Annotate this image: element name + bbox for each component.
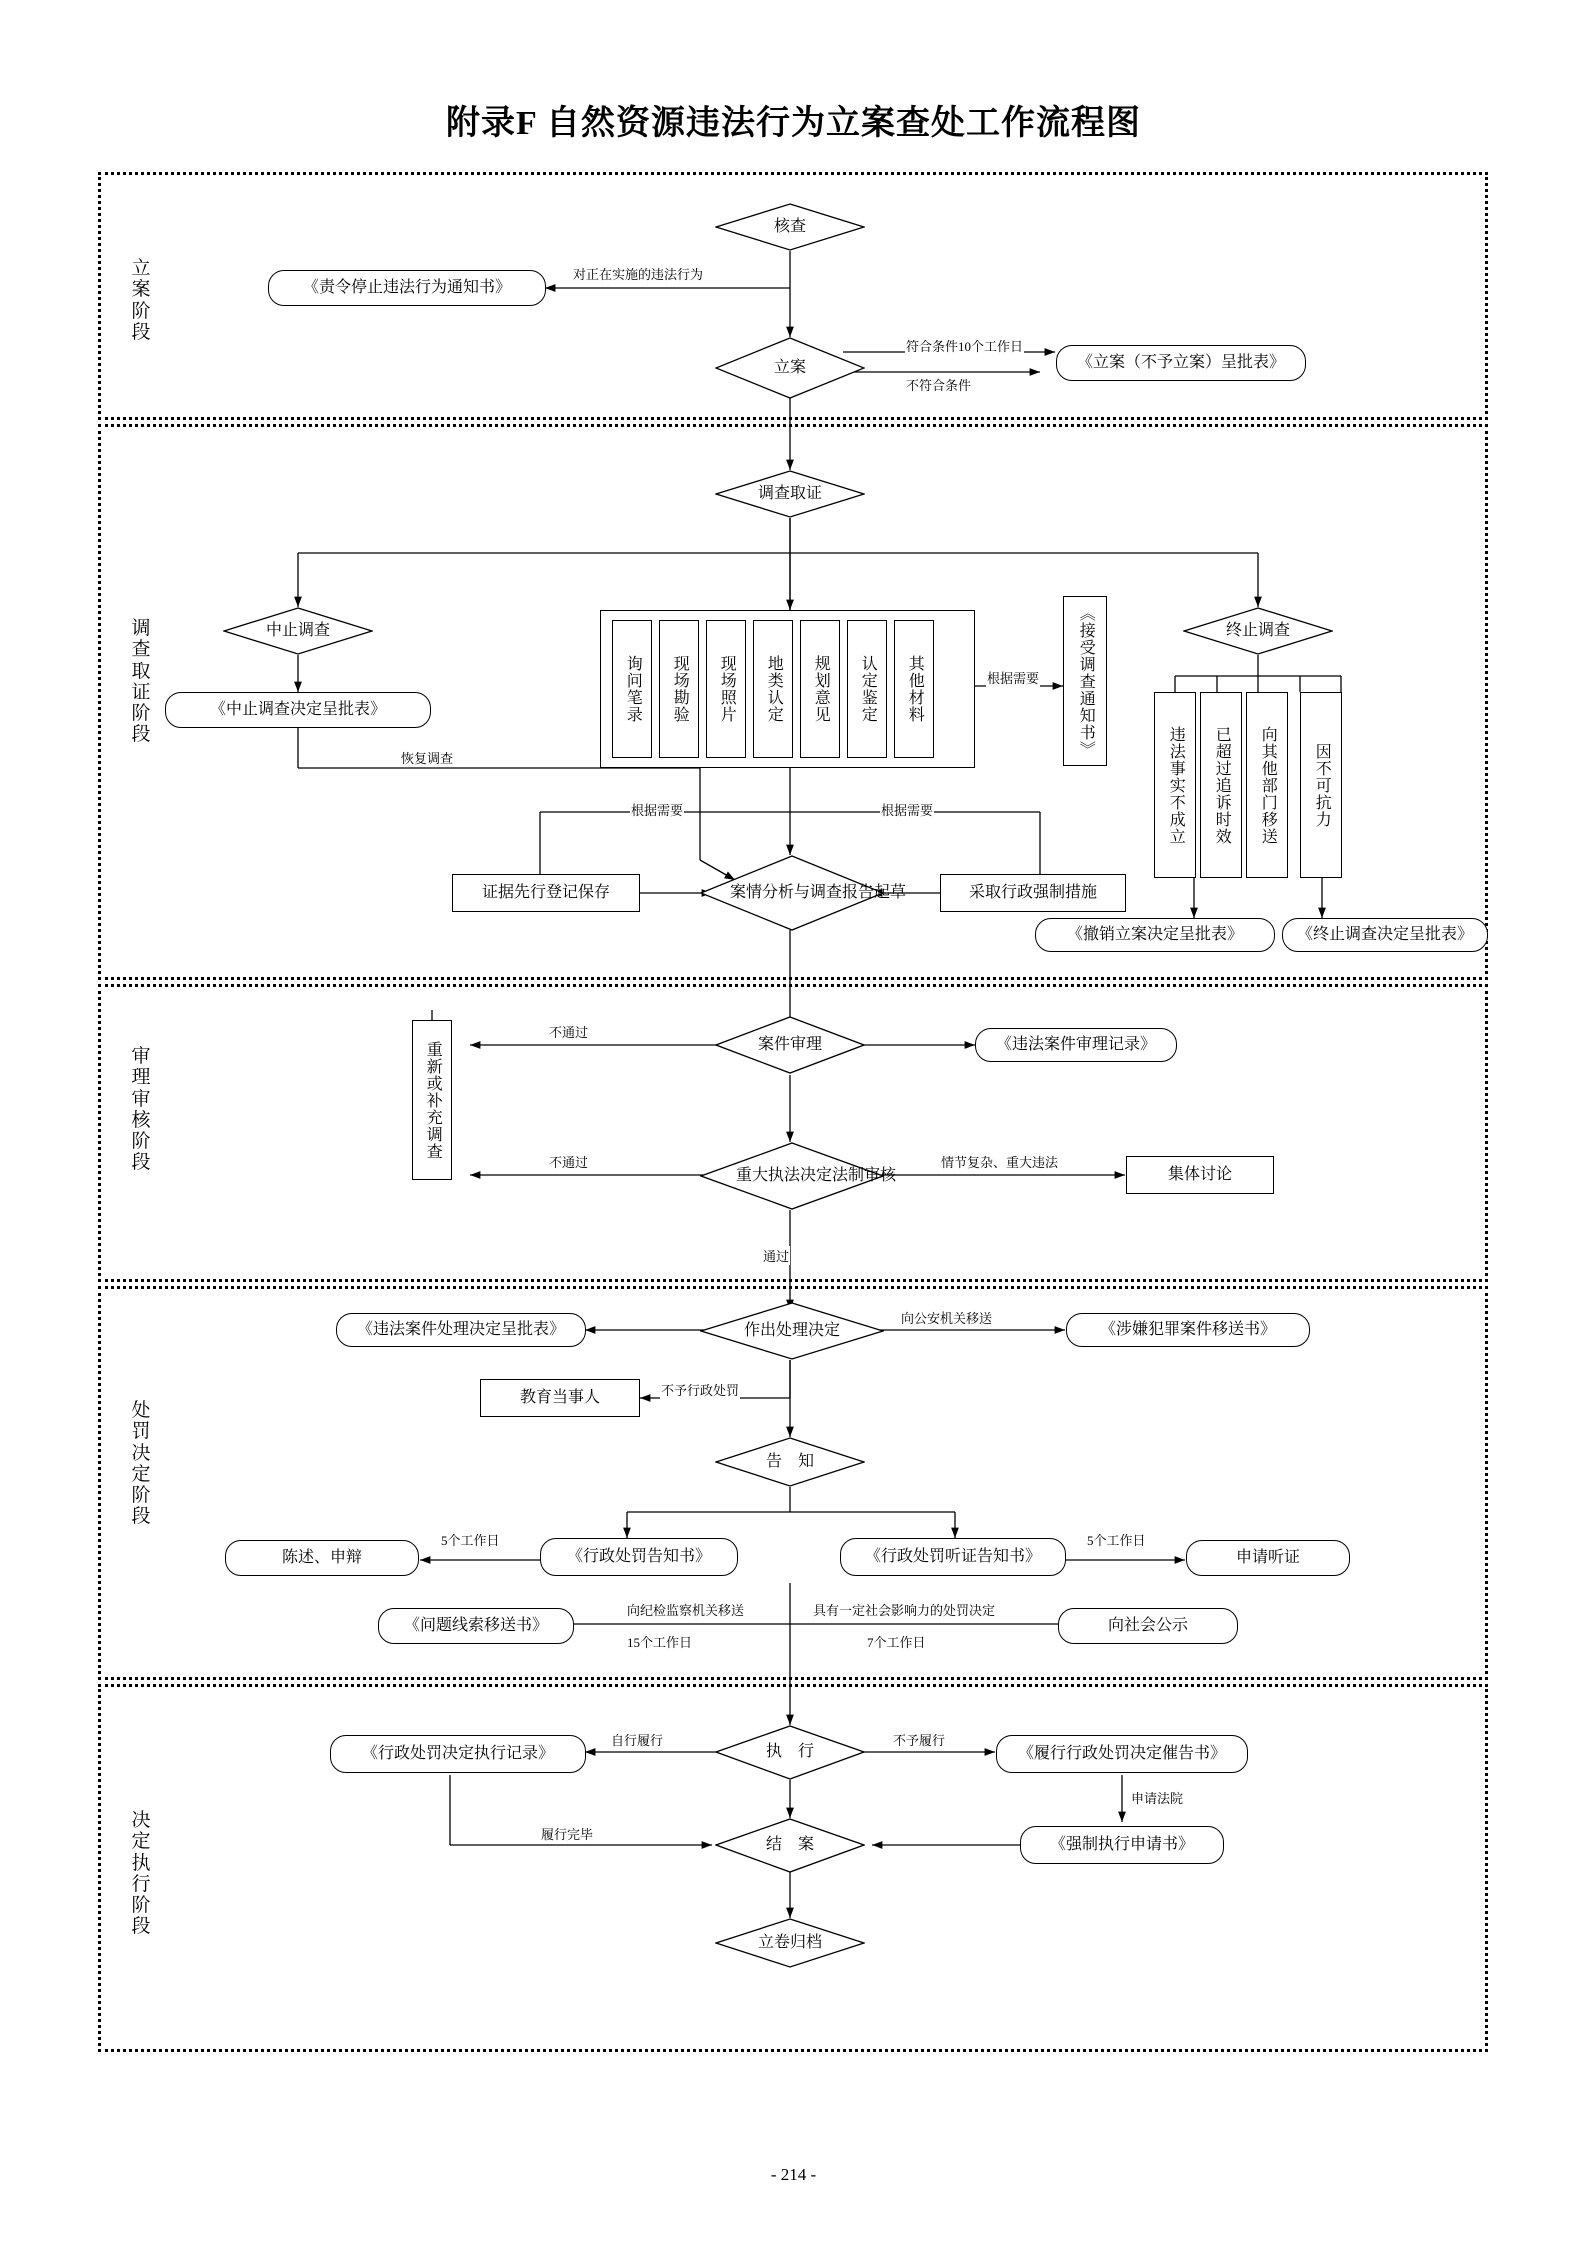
node-penalty-notice[interactable] [540,1538,738,1576]
edge-label-performed: 履行完毕 [540,1824,594,1843]
node-public-announcement[interactable] [1058,1608,1238,1644]
node-decision-approval[interactable] [336,1313,586,1347]
node-accept-notice[interactable] [1063,596,1107,766]
node-crime-transfer-label: 《涉嫌犯罪案件移送书》 [1099,1320,1276,1338]
node-hearing-notice[interactable] [840,1538,1066,1576]
band-label-stage-1: 立案阶段 [131,258,151,343]
node-execution-record[interactable] [330,1735,586,1773]
edge-label-meets-conditions: 符合条件10个工作日 [905,336,1024,355]
node-urge-notice-label: 《履行行政处罚决定催告书》 [1017,1744,1226,1762]
node-stop-notice-label: 《责令停止违法行为通知书》 [302,278,511,296]
node-statement-defense[interactable] [225,1540,419,1576]
node-inform[interactable] [715,1437,865,1487]
node-terminate-approval-label: 《终止调查决定呈批表》 [1296,925,1473,943]
node-filing-approval-label: 《立案（不予立案）呈批表》 [1076,353,1285,371]
page-title: 附录F 自然资源违法行为立案查处工作流程图 [445,105,1141,142]
node-educate-party[interactable] [480,1379,640,1417]
evidence-item-4-label: 规划意见 [812,655,830,723]
node-hearing-notice-label: 《行政处罚听证告知书》 [864,1547,1041,1565]
node-check[interactable] [715,203,865,251]
node-apply-hearing-label: 申请听证 [1235,1548,1300,1566]
evidence-item-0[interactable] [612,620,652,758]
evidence-item-4[interactable] [800,620,840,758]
node-clue-transfer-label: 《问题线索移送书》 [403,1616,548,1634]
node-major-legal-review-label: 重大执法决定法制审核 [735,1166,896,1184]
edge-label-social-impact: 具有一定社会影响力的处罚决定 [812,1600,996,1619]
node-terminate-approval[interactable] [1282,918,1488,952]
edge-label-no-penalty: 不予行政处罚 [660,1380,740,1399]
evidence-item-0-label: 询问笔录 [624,655,642,723]
node-case-analysis-report[interactable] [700,855,906,931]
node-apply-hearing[interactable] [1186,1540,1350,1576]
edge-label-review-fail: 不通过 [548,1152,589,1171]
terminate-reason-1[interactable] [1200,692,1242,878]
node-execute-label: 执 行 [765,1743,814,1761]
node-clue-transfer[interactable] [378,1608,574,1644]
node-check-label: 核查 [773,217,806,235]
node-crime-transfer[interactable] [1066,1313,1310,1347]
node-public-announcement-label: 向社会公示 [1107,1616,1188,1634]
node-close-case-label: 结 案 [765,1836,814,1854]
node-case-analysis-report-label: 案情分析与调查报告起草 [729,883,906,901]
node-evidence-registration-label: 证据先行登记保存 [481,883,610,901]
node-filing[interactable] [715,337,865,399]
node-make-decision[interactable] [700,1302,884,1360]
node-suspend-approval[interactable] [165,692,431,728]
edge-label-ongoing-violation: 对正在实施的违法行为 [572,264,704,283]
edge-label-as-needed-right: 根据需要 [880,800,934,819]
node-decision-approval-label: 《违法案件处理决定呈批表》 [356,1320,565,1338]
edge-label-self-perform: 自行履行 [610,1730,664,1749]
node-investigation[interactable] [715,470,865,518]
edge-label-refuse-perform: 不予履行 [892,1730,946,1749]
node-re-investigate[interactable] [412,1020,452,1180]
edge-label-not-meets-conditions: 不符合条件 [905,375,972,394]
evidence-item-6[interactable] [894,620,934,758]
node-compulsory-application-label: 《强制执行申请书》 [1049,1835,1194,1853]
terminate-reason-2[interactable] [1246,692,1288,878]
node-major-legal-review[interactable] [700,1142,896,1210]
terminate-reason-2-label: 向其他部门移送 [1259,725,1277,845]
edge-label-5-workdays-right: 5个工作日 [1086,1530,1147,1549]
evidence-item-5[interactable] [847,620,887,758]
node-make-decision-label: 作出处理决定 [743,1321,840,1339]
page-footer: - 214 - [770,2165,817,2184]
node-re-investigate-label: 重新或补充调查 [424,1040,442,1160]
terminate-reason-0-label: 违法事实不成立 [1167,725,1185,845]
edge-label-apply-court: 申请法院 [1130,1788,1184,1807]
evidence-item-2-label: 现场照片 [718,655,736,723]
node-revoke-filing-approval-label: 《撤销立案决定呈批表》 [1066,925,1243,943]
node-penalty-notice-label: 《行政处罚告知书》 [566,1547,711,1565]
node-suspend-investigation[interactable] [223,607,373,655]
node-administrative-coercion-label: 采取行政强制措施 [968,883,1097,901]
edge-label-review-pass: 通过 [762,1246,790,1265]
band-label-stage-4: 处罚决定阶段 [131,1400,151,1528]
node-statement-defense-label: 陈述、申辩 [281,1548,362,1566]
evidence-item-3[interactable] [753,620,793,758]
evidence-item-6-label: 其他材料 [906,655,924,723]
node-accept-notice-label: 《接受调查通知书》 [1077,604,1095,758]
evidence-item-1[interactable] [659,620,699,758]
edge-label-15-workdays: 15个工作日 [626,1632,693,1651]
node-case-trial-label: 案件审理 [757,1035,822,1053]
node-suspend-investigation-label: 中止调查 [265,621,330,639]
node-evidence-registration[interactable] [452,874,640,912]
node-collective-discussion[interactable] [1126,1156,1274,1194]
terminate-reason-1-label: 已超过追诉时效 [1213,725,1231,845]
node-compulsory-application[interactable] [1020,1826,1224,1864]
edge-label-as-needed-accept: 根据需要 [986,668,1040,687]
node-case-trial[interactable] [715,1016,865,1074]
node-suspend-approval-label: 《中止调查决定呈批表》 [209,700,386,718]
node-close-case[interactable] [715,1818,865,1873]
node-filing-approval[interactable] [1056,345,1306,381]
edge-label-7-workdays: 7个工作日 [866,1632,927,1651]
node-educate-party-label: 教育当事人 [519,1388,600,1406]
node-administrative-coercion[interactable] [940,874,1126,912]
node-filing-label: 立案 [773,358,806,376]
node-execution-record-label: 《行政处罚决定执行记录》 [361,1744,554,1762]
terminate-reason-3-label: 因不可抗力 [1313,742,1331,828]
node-stop-notice[interactable] [268,270,546,306]
node-trial-record[interactable] [975,1028,1177,1062]
edge-label-5-workdays-left: 5个工作日 [440,1530,501,1549]
terminate-reason-0[interactable] [1154,692,1196,878]
evidence-item-5-label: 认定鉴定 [859,655,877,723]
node-terminate-investigation-label: 终止调查 [1225,621,1290,639]
edge-label-transfer-police: 向公安机关移送 [900,1308,993,1327]
node-archive[interactable] [715,1918,865,1968]
edge-label-resume-investigation: 恢复调查 [400,748,454,767]
evidence-item-2[interactable] [706,620,746,758]
node-revoke-filing-approval[interactable] [1035,918,1275,952]
terminate-reason-3[interactable] [1300,692,1342,878]
edge-label-as-needed-left: 根据需要 [630,800,684,819]
edge-label-trial-fail: 不通过 [548,1022,589,1041]
edge-label-transfer-discipline: 向纪检监察机关移送 [626,1600,745,1619]
node-execute[interactable] [715,1725,865,1780]
band-label-stage-2: 调查取证阶段 [131,618,151,746]
node-inform-label: 告 知 [765,1452,814,1470]
node-trial-record-label: 《违法案件审理记录》 [995,1035,1156,1053]
node-terminate-investigation[interactable] [1183,607,1333,655]
node-collective-discussion-label: 集体讨论 [1167,1165,1232,1183]
evidence-item-3-label: 地类认定 [765,655,783,723]
band-label-stage-3: 审理审核阶段 [131,1046,151,1174]
node-investigation-label: 调查取证 [757,484,822,502]
node-archive-label: 立卷归档 [757,1933,822,1951]
edge-label-complex-case: 情节复杂、重大违法 [940,1152,1059,1171]
band-label-stage-5: 决定执行阶段 [131,1810,151,1938]
node-urge-notice[interactable] [996,1735,1248,1773]
evidence-item-1-label: 现场勘验 [671,655,689,723]
